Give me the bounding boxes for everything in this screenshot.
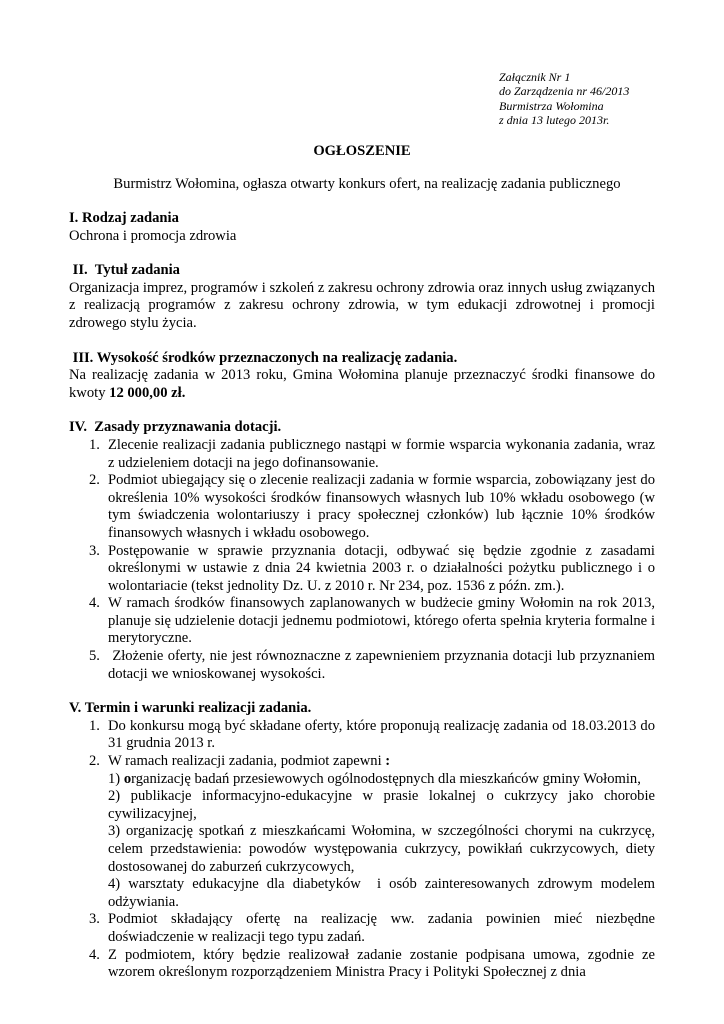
item-number: 4. (89, 946, 100, 963)
sub-item: 3) organizację spotkań z mieszkańcami Wołomina, w szczególności chorymi na cukrzycę, celem przedstawienia: powodów występowania cukrzycy, powikłań cukrzycowych, diety dostosowanej do zaburzeń cukrzycowych, (108, 823, 655, 875)
intro-text: Burmistrz Wołomina, ogłasza otwarty konkurs ofert, na realizację zadania publicznego (113, 176, 621, 192)
rules-list (69, 436, 659, 683)
sub-item-text: rganizację badań przesiewowych ogólnodostępnych dla mieszkańców gminy Wołomin, (131, 770, 641, 787)
attachment-line-4: z dnia 13 lutego 2013r. (499, 113, 610, 128)
list-item (69, 947, 655, 982)
section-funds (69, 350, 655, 403)
list-item (69, 911, 655, 946)
section-heading: III. Wysokość środków przeznaczonych na realizację zadania. (69, 349, 458, 366)
item-text: W ramach środków finansowych zaplanowanych w budżecie gminy Wołomin na rok 2013, planuje się udzielenie dotacji jednemu podmiotowi, którego oferta spełnia kryteria formalne i merytoryczne. (108, 595, 655, 647)
item-lead-colon: : (385, 753, 391, 770)
sub-item-bold-letter: o (123, 770, 132, 787)
item-number: 1. (89, 717, 100, 734)
funds-text: Na realizację zadania w 2013 roku, Gmina Wołomina planuje przeznaczyć środki finansowe do kwoty (69, 367, 655, 401)
item-number: 4. (89, 595, 100, 612)
list-item (69, 648, 659, 683)
item-text: Zlecenie realizacji zadania publicznego nastąpi w formie wsparcia wykonania zadania, wraz z udzieleniem dotacji na jego dofinansowanie. (108, 436, 655, 471)
document-title: OGŁOSZENIE (313, 143, 411, 159)
attachment-note (499, 70, 629, 128)
section-grant-rules (69, 419, 659, 683)
sub-item: 2) publikacje informacyjno-edukacyjne w prasie lokalnej o cukrzycy jako chorobie cywilizacyjnej, (108, 788, 655, 822)
item-number: 5. (89, 648, 100, 665)
list-item (69, 437, 655, 472)
item-number: 1. (89, 436, 100, 453)
section-task-type (69, 210, 655, 245)
item-text: Do konkursu mogą być składane oferty, które proponują realizację zadania od 18.03.2013 do 31 grudnia 2013 r. (108, 717, 655, 752)
list-item (69, 543, 655, 596)
section-text: Ochrona i promocja zdrowia (69, 227, 237, 244)
item-text: Podmiot ubiegający się o zlecenie realizacji zadania w formie wsparcia, zobowiązany jest do określenia 10% wysokości środków finansowych własnych lub 10% wkładu osobowego (w tym świadczenia wolontariuszy i pracy społecznej członków) lub łącznie 10% środków finansowych własnych i wkładu osobowego. (108, 472, 655, 541)
item-number: 3. (89, 911, 100, 928)
attachment-line-3: Burmistrza Wołomina (499, 98, 604, 113)
sub-item-prefix: 1) (108, 770, 124, 787)
list-item (69, 718, 655, 753)
item-text: Postępowanie w sprawie przyznania dotacji, odbywać się będzie zgodnie z zasadami określonymi w ustawie z dnia 24 kwietnia 2003 r. o działalności pożytku publicznego i o wolontariacie (tekst jednolity Dz. U. z 2010 r. Nr 234, poz. 1536 z późn. zm.). (108, 542, 655, 594)
sub-item (108, 771, 655, 789)
item-lead-text: W ramach realizacji zadania, podmiot zapewni (108, 753, 386, 770)
section-heading: V. Termin i warunki realizacji zadania. (69, 700, 312, 717)
document-body (69, 210, 659, 999)
item-number: 3. (89, 542, 100, 559)
section-heading: I. Rodzaj zadania (69, 210, 179, 226)
item-number: 2. (89, 472, 100, 489)
section-heading: IV. Zasady przyznawania dotacji. (69, 419, 282, 436)
section-terms (69, 700, 659, 982)
item-text: Z podmiotem, który będzie realizował zadanie zostanie podpisana umowa, zgodnie ze wzorem określonym rozporządzeniem Ministra Pracy i Polityki Społecznej z dnia (108, 946, 655, 981)
terms-list (69, 717, 659, 982)
item-lead (108, 753, 655, 771)
list-item (69, 753, 659, 911)
section-task-title (69, 262, 655, 332)
item-text: Złożenie oferty, nie jest równoznaczne z zapewnieniem przyznania dotacji lub przyznaniem dotacji we wnioskowanej wysokości. (108, 648, 659, 682)
sub-item: 4) warsztaty edukacyjne dla diabetyków i osób zainteresowanych zdrowym modelem odżywiania. (108, 876, 659, 910)
section-heading: II. Tytuł zadania (69, 262, 180, 279)
list-item (69, 595, 655, 648)
funds-amount: 12 000,00 zł. (109, 384, 186, 401)
section-text (69, 367, 655, 402)
list-item (69, 472, 655, 542)
item-number: 2. (89, 753, 100, 770)
attachment-line-2: do Zarządzenia nr 46/2013 (499, 84, 630, 99)
item-text: Podmiot składający ofertę na realizację ww. zadania powinien mieć niezbędne doświadczenie w realizacji tego typu zadań. (108, 911, 655, 945)
section-text: Organizacja imprez, programów i szkoleń z zakresu ochrony zdrowia oraz innych usług związanych z realizacją programów z zakresu ochrony zdrowia, w tym edukacji zdrowotnej i promocji zdrowego stylu życia. (69, 279, 655, 331)
attachment-line-1: Załącznik Nr 1 (499, 70, 571, 84)
